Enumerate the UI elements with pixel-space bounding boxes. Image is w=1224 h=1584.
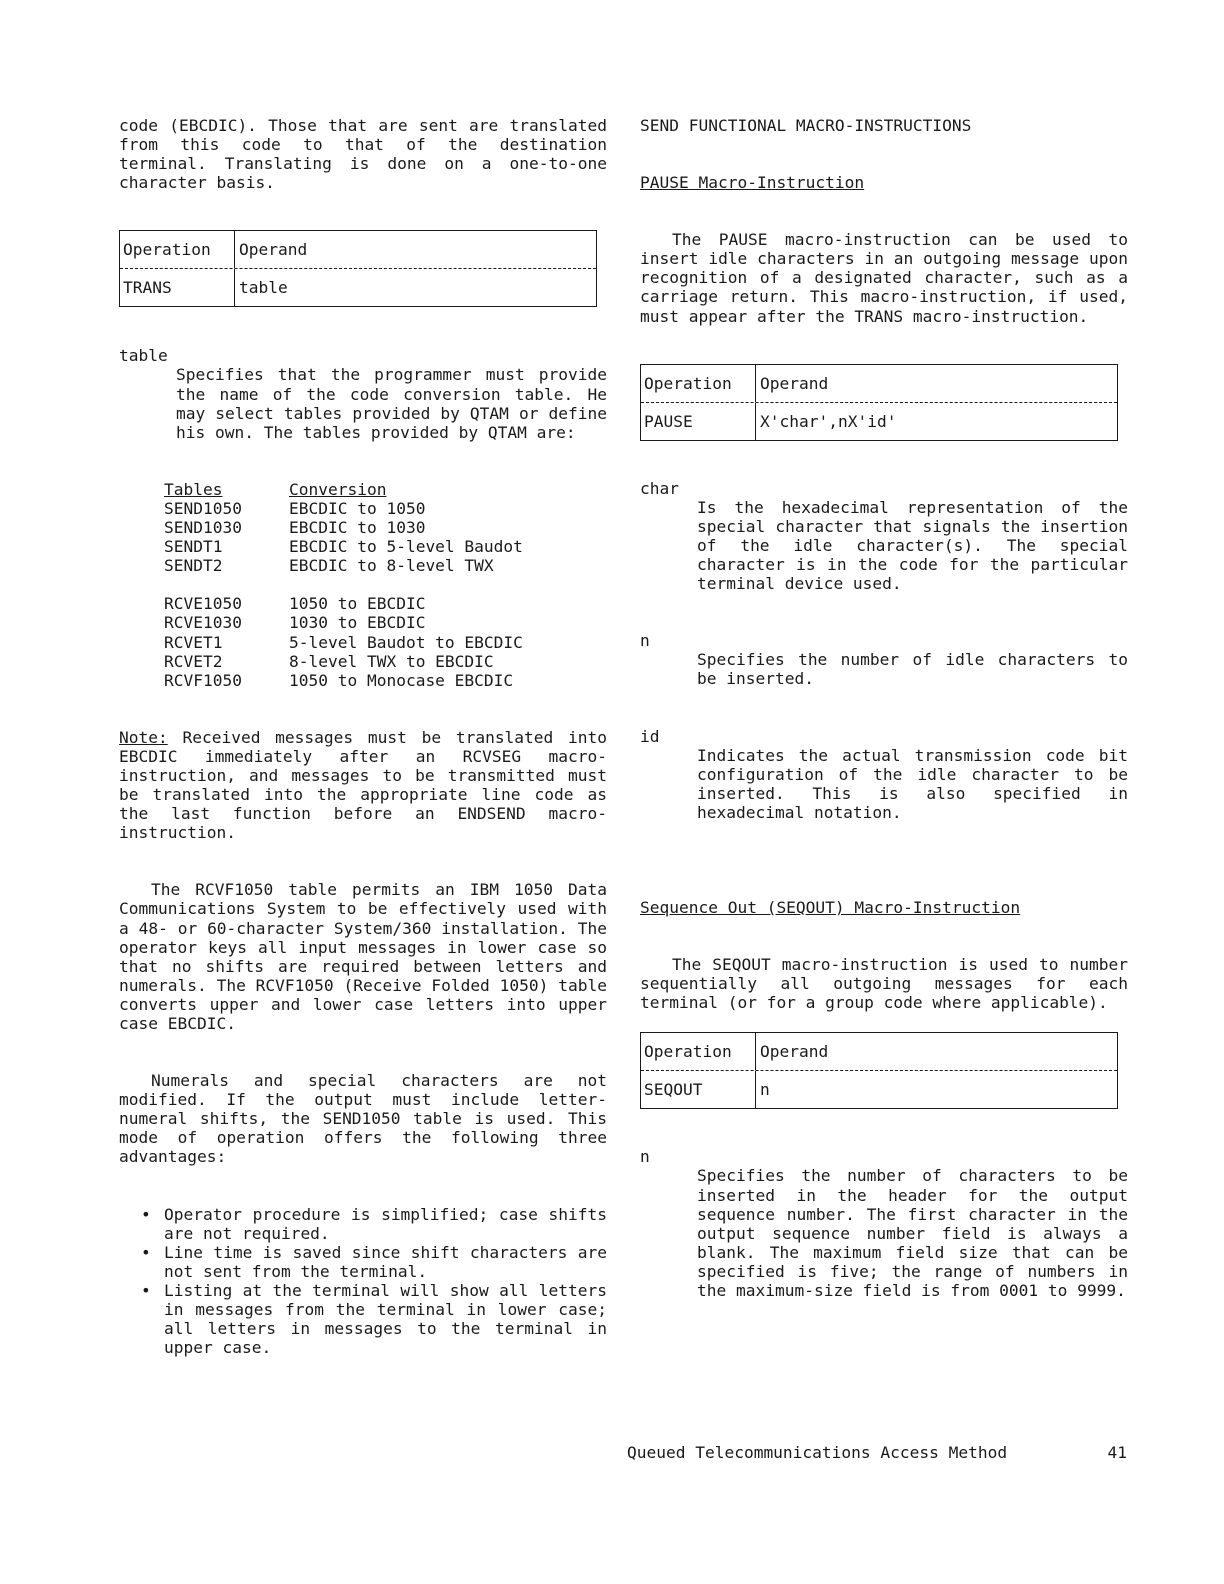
pause-paragraph: The PAUSE macro-instruction can be used to insert idle characters in an outgoing message upon recognition of a designated character, such as a carriage return. This macro-instruction, if used, must appear after the TRANS macro-instruction. bbox=[640, 230, 1128, 326]
seqout-paragraph: The SEQOUT macro-instruction is used to number sequentially all outgoing messages for each terminal (or for a group code where applicable). bbox=[640, 955, 1128, 1013]
trans-format-box bbox=[119, 230, 597, 307]
advantages-list bbox=[119, 1205, 607, 1358]
table-row: RCVET2 8-level TWX to EBCDIC bbox=[164, 651, 494, 671]
numerals-paragraph: Numerals and special characters are not modified. If the output must include letter-numeral shifts, the SEND1050 table is used. This mode of operation offers the following three advantages: bbox=[119, 1071, 607, 1167]
format-header-operation: Operation bbox=[641, 1033, 756, 1070]
table-row: RCVF1050 1050 to Monocase EBCDIC bbox=[164, 670, 514, 690]
table-row: RCVET1 5-level Baudot to EBCDIC bbox=[164, 632, 523, 652]
n2-term: n bbox=[640, 1147, 650, 1167]
format-operation: TRANS bbox=[120, 269, 235, 306]
conversion-col-header: Conversion bbox=[289, 479, 387, 499]
note-paragraph bbox=[119, 728, 607, 843]
list-item: • Operator procedure is simplified; case shifts are not required. bbox=[141, 1204, 607, 1243]
n2-definition: Specifies the number of characters to be inserted in the header for the output sequence number. The first character in the output sequence number field is always a blank. The maximum field size that can be specified is five; the range of numbers in the maximum-size field is from 0001 to 9999. bbox=[697, 1166, 1128, 1300]
list-item: • Line time is saved since shift characters are not sent from the terminal. bbox=[141, 1242, 607, 1281]
bullet-icon: • bbox=[141, 1204, 151, 1224]
section-title: SEND FUNCTIONAL MACRO-INSTRUCTIONS bbox=[640, 116, 972, 135]
note-label: Note: bbox=[119, 727, 168, 747]
conversion-tables bbox=[164, 480, 607, 690]
bullet-icon: • bbox=[141, 1280, 151, 1300]
note-text: Received messages must be translated into EBCDIC immediately after an RCVSEG macro-instruction, and messages to be transmitted must be translated into the appropriate line code as the last function before an ENDSEND macro-instruction. bbox=[119, 727, 608, 843]
format-header-operation: Operation bbox=[120, 231, 235, 268]
id-definition: Indicates the actual transmission code bit configuration of the idle character to be inserted. This is also specified in hexadecimal notation. bbox=[697, 745, 1128, 822]
char-term: char bbox=[640, 478, 679, 498]
n-term: n bbox=[640, 631, 650, 651]
left-column bbox=[119, 116, 607, 1357]
footer-title: Queued Telecommunications Access Method bbox=[627, 1443, 1008, 1462]
table-row: SENDT1 EBCDIC to 5-level Baudot bbox=[164, 537, 523, 557]
pause-format-box bbox=[640, 364, 1118, 441]
table-row: SEND1030 EBCDIC to 1030 bbox=[164, 518, 426, 538]
rcvf-paragraph: The RCVF1050 table permits an IBM 1050 Data Communications System to be effectively used with a 48- or 60-character System/360 installation. The operator keys all input messages in lower case so that no shifts are required between letters and numerals. The RCVF1050 (Receive Folded 1050) table converts upper and lower case letters into upper case EBCDIC. bbox=[119, 880, 607, 1033]
format-operation: SEQOUT bbox=[641, 1071, 756, 1108]
format-operand: table bbox=[239, 278, 288, 298]
right-column bbox=[640, 116, 1128, 1300]
bullet-icon: • bbox=[141, 1242, 151, 1262]
table-term: table bbox=[119, 346, 168, 366]
tables-header-row bbox=[164, 480, 607, 499]
table-row: SEND1050 EBCDIC to 1050 bbox=[164, 498, 426, 518]
table-row: RCVE1050 1050 to EBCDIC bbox=[164, 594, 426, 614]
table-definition: Specifies that the programmer must provide the name of the code conversion table. He may select tables provided by QTAM or define his own. The tables provided by QTAM are: bbox=[176, 365, 607, 442]
page-footer bbox=[627, 1443, 1127, 1462]
intro-paragraph: code (EBCDIC). Those that are sent are translated from this code to that of the destination terminal. Translating is done on a one-to-one character basis. bbox=[119, 116, 607, 193]
table-row: SENDT2 EBCDIC to 8-level TWX bbox=[164, 556, 494, 576]
seqout-format-box bbox=[640, 1032, 1118, 1109]
format-header-operand: Operand bbox=[239, 240, 308, 260]
page-number: 41 bbox=[1107, 1443, 1127, 1462]
id-term: id bbox=[640, 726, 660, 746]
format-header-operand: Operand bbox=[760, 1042, 829, 1062]
tables-col-header: Tables bbox=[164, 479, 223, 499]
n-definition: Specifies the number of idle characters to be inserted. bbox=[697, 650, 1128, 689]
list-item: • Listing at the terminal will show all letters in messages from the terminal in lower case; all letters in messages to the terminal in upper case. bbox=[141, 1280, 607, 1358]
seqout-heading: Sequence Out (SEQOUT) Macro-Instruction bbox=[640, 897, 1021, 917]
format-header-operation: Operation bbox=[641, 365, 756, 402]
table-row: RCVE1030 1030 to EBCDIC bbox=[164, 613, 426, 633]
char-definition: Is the hexadecimal representation of the special character that signals the insertion of the idle character(s). The special character is in the code for the particular terminal device used. bbox=[697, 497, 1128, 594]
format-header-operand: Operand bbox=[760, 373, 829, 393]
pause-heading: PAUSE Macro-Instruction bbox=[640, 173, 865, 193]
format-operation: PAUSE bbox=[641, 403, 756, 440]
format-operand: n bbox=[760, 1080, 770, 1100]
format-operand: X'char',nX'id' bbox=[760, 411, 897, 431]
